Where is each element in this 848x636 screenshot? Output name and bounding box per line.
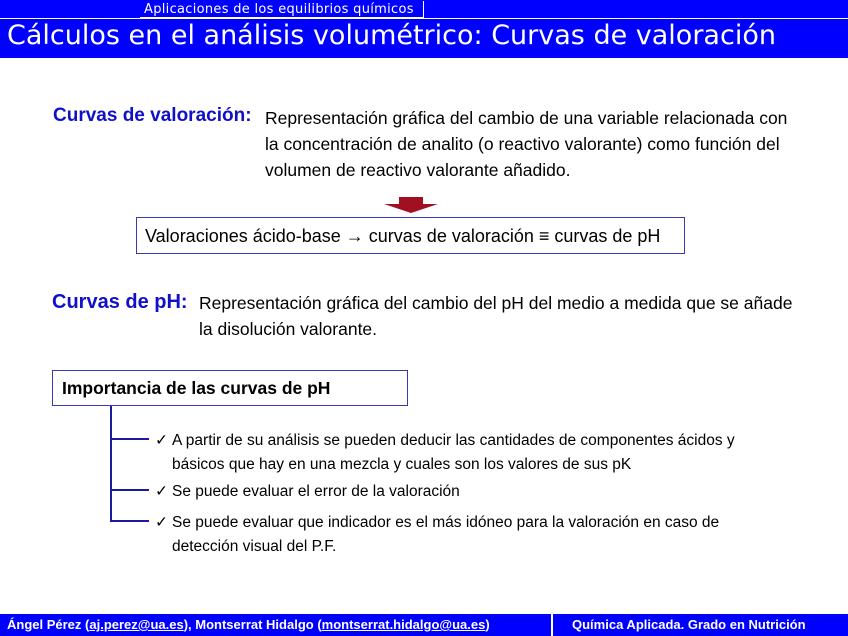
checkmark-icon: ✓ (155, 483, 168, 500)
equivalence-text: Valoraciones ácido-base → curvas de valoración ≡ curvas de pH (145, 226, 661, 246)
item-line: A partir de su análisis se pueden deducir las cantidades de componentes ácidos y (172, 432, 735, 449)
email-link-perez[interactable]: aj.perez@ua.es (89, 617, 184, 632)
item-line: Se puede evaluar que indicador es el más idóneo para la valoración en caso de (172, 514, 720, 531)
tree-branch-line (110, 489, 149, 491)
importance-item-continuation: detección visual del P.F. (172, 538, 337, 555)
ph-definition-line: Representación gráfica del cambio del pH del medio a medida que se añade (199, 293, 793, 313)
importance-title: Importancia de las curvas de pH (62, 378, 331, 398)
footer-authors (7, 614, 490, 636)
author-text: Ángel Pérez ( (7, 617, 90, 632)
item-line: Se puede evaluar el error de la valoración (172, 483, 460, 500)
checkmark-icon: ✓ (155, 514, 168, 531)
importance-item-continuation: básicos que hay en una mezcla y cuales son los valores de sus pK (172, 456, 632, 473)
section-label-curvas-ph: Curvas de pH: (52, 291, 188, 313)
footer-divider (551, 614, 553, 636)
down-arrow-icon (384, 197, 438, 213)
importance-item (155, 511, 719, 535)
ph-definition-line: la disolución valorante. (199, 319, 378, 339)
footer (0, 614, 848, 636)
definition-line: volumen de reactivo valorante añadido. (265, 160, 571, 180)
footer-course: Química Aplicada. Grado en Nutrición (572, 617, 806, 632)
email-link-hidalgo[interactable]: montserrat.hidalgo@ua.es (321, 617, 486, 632)
importance-item (155, 429, 735, 453)
author-text: ), Montserrat Hidalgo ( (183, 617, 322, 632)
definition-line: Representación gráfica del cambio de una variable relacionada con (265, 108, 788, 128)
header-subtitle: Aplicaciones de los equilibrios químicos (140, 1, 424, 18)
page-title: Cálculos en el análisis volumétrico: Curvas de valoración (7, 20, 776, 51)
tree-branch-line (110, 520, 149, 522)
tree-branch-line (110, 438, 149, 440)
definition-line: la concentración de analito (o reactivo valorante) como función del (265, 134, 780, 154)
header-top-bar (0, 0, 848, 19)
section-label-curvas-valoracion: Curvas de valoración: (53, 105, 252, 126)
importance-item (155, 480, 460, 504)
checkmark-icon: ✓ (155, 432, 168, 449)
tree-vertical-line (110, 406, 112, 522)
author-text: ) (485, 617, 490, 632)
